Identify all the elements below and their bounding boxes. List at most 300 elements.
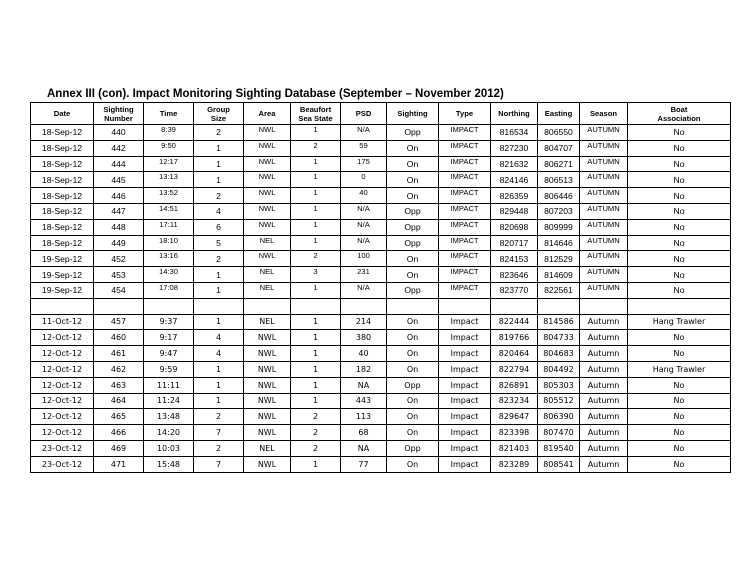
cell-beaufort-sea-state: 2 xyxy=(291,140,341,156)
cell-sighting-number: 454 xyxy=(94,282,144,298)
cell-type: IMPACT xyxy=(439,172,491,188)
cell-time: 9:50 xyxy=(144,140,194,156)
cell-area: NWL xyxy=(244,346,291,362)
cell-sighting: On xyxy=(387,251,439,267)
cell-beaufort-sea-state: 1 xyxy=(291,219,341,235)
cell-group-size: 2 xyxy=(194,188,244,204)
cell-area: NWL xyxy=(244,251,291,267)
header-label: Group xyxy=(207,104,230,114)
cell-sighting: On xyxy=(387,409,439,425)
cell-sighting: Opp xyxy=(387,235,439,251)
cell-date: 19-Sep-12 xyxy=(31,267,94,283)
cell-easting: 804733 xyxy=(538,330,580,346)
header-beaufort-sea-state xyxy=(291,103,341,125)
cell-area: NWL xyxy=(244,409,291,425)
header-label: Time xyxy=(159,109,178,118)
cell-psd: 231 xyxy=(341,267,387,283)
cell-beaufort-sea-state: 1 xyxy=(291,172,341,188)
cell-psd: 182 xyxy=(341,361,387,377)
cell-sighting-number: 453 xyxy=(94,267,144,283)
cell-type: Impact xyxy=(439,314,491,330)
spacer-row xyxy=(31,298,731,314)
cell-group-size: 6 xyxy=(194,219,244,235)
cell-sighting-number: 444 xyxy=(94,156,144,172)
cell-beaufort-sea-state: 1 xyxy=(291,346,341,362)
cell-time: 15:48 xyxy=(144,456,194,472)
sighting-database-table xyxy=(30,102,731,473)
cell-sighting-number: 445 xyxy=(94,172,144,188)
cell-northing: 824146 xyxy=(491,172,538,188)
header-time xyxy=(144,103,194,125)
cell-type: IMPACT xyxy=(439,156,491,172)
header-area xyxy=(244,103,291,125)
cell-season: Autumn xyxy=(580,456,628,472)
cell-easting: 814609 xyxy=(538,267,580,283)
empty-cell xyxy=(387,298,439,314)
cell-group-size: 1 xyxy=(194,140,244,156)
table-row xyxy=(31,440,731,456)
cell-boat-association: No xyxy=(628,456,731,472)
cell-northing: 820717 xyxy=(491,235,538,251)
empty-cell xyxy=(94,298,144,314)
empty-cell xyxy=(244,298,291,314)
table-row xyxy=(31,188,731,204)
cell-date: 12-Oct-12 xyxy=(31,425,94,441)
cell-area: NWL xyxy=(244,456,291,472)
cell-psd: N/A xyxy=(341,203,387,219)
cell-easting: 805303 xyxy=(538,377,580,393)
cell-boat-association: No xyxy=(628,251,731,267)
cell-group-size: 1 xyxy=(194,156,244,172)
cell-area: NWL xyxy=(244,425,291,441)
table-row xyxy=(31,140,731,156)
cell-season: AUTUMN xyxy=(580,125,628,141)
cell-area: NWL xyxy=(244,330,291,346)
cell-area: NEL xyxy=(244,282,291,298)
cell-date: 23-Oct-12 xyxy=(31,440,94,456)
cell-group-size: 1 xyxy=(194,172,244,188)
cell-boat-association: No xyxy=(628,282,731,298)
header-northing xyxy=(491,103,538,125)
cell-group-size: 7 xyxy=(194,456,244,472)
table-row xyxy=(31,219,731,235)
cell-boat-association: No xyxy=(628,425,731,441)
cell-beaufort-sea-state: 1 xyxy=(291,203,341,219)
cell-type: IMPACT xyxy=(439,203,491,219)
cell-psd: 443 xyxy=(341,393,387,409)
cell-boat-association: No xyxy=(628,267,731,283)
cell-date: 12-Oct-12 xyxy=(31,409,94,425)
cell-date: 18-Sep-12 xyxy=(31,140,94,156)
cell-type: Impact xyxy=(439,409,491,425)
cell-time: 11:24 xyxy=(144,393,194,409)
cell-beaufort-sea-state: 1 xyxy=(291,188,341,204)
cell-sighting-number: 447 xyxy=(94,203,144,219)
cell-date: 19-Sep-12 xyxy=(31,251,94,267)
cell-boat-association: No xyxy=(628,235,731,251)
cell-sighting: On xyxy=(387,140,439,156)
cell-boat-association: No xyxy=(628,440,731,456)
empty-cell xyxy=(341,298,387,314)
cell-sighting-number: 462 xyxy=(94,361,144,377)
cell-season: Autumn xyxy=(580,425,628,441)
table-row xyxy=(31,251,731,267)
cell-boat-association: No xyxy=(628,393,731,409)
cell-sighting: Opp xyxy=(387,219,439,235)
table-body xyxy=(31,125,731,473)
table-title: Annex III (con). Impact Monitoring Sighting Database (September – November 2012) xyxy=(47,88,504,100)
cell-season: AUTUMN xyxy=(580,235,628,251)
cell-easting: 804492 xyxy=(538,361,580,377)
cell-time: 14:51 xyxy=(144,203,194,219)
cell-easting: 809999 xyxy=(538,219,580,235)
cell-type: IMPACT xyxy=(439,125,491,141)
cell-psd: N/A xyxy=(341,282,387,298)
cell-northing: 823398 xyxy=(491,425,538,441)
header-label: Date xyxy=(53,109,71,118)
cell-northing: 823770 xyxy=(491,282,538,298)
cell-date: 12-Oct-12 xyxy=(31,346,94,362)
cell-beaufort-sea-state: 1 xyxy=(291,361,341,377)
cell-type: IMPACT xyxy=(439,267,491,283)
cell-area: NWL xyxy=(244,361,291,377)
header-psd xyxy=(341,103,387,125)
cell-time: 11:11 xyxy=(144,377,194,393)
cell-psd: NA xyxy=(341,440,387,456)
cell-sighting: Opp xyxy=(387,125,439,141)
cell-season: AUTUMN xyxy=(580,156,628,172)
cell-northing: 829647 xyxy=(491,409,538,425)
cell-easting: 819540 xyxy=(538,440,580,456)
cell-area: NWL xyxy=(244,125,291,141)
cell-type: IMPACT xyxy=(439,235,491,251)
cell-easting: 814646 xyxy=(538,235,580,251)
cell-easting: 807470 xyxy=(538,425,580,441)
cell-type: Impact xyxy=(439,346,491,362)
cell-group-size: 7 xyxy=(194,425,244,441)
header-label: Type xyxy=(455,109,474,118)
cell-easting: 806446 xyxy=(538,188,580,204)
cell-psd: 59 xyxy=(341,140,387,156)
cell-area: NEL xyxy=(244,440,291,456)
cell-easting: 808541 xyxy=(538,456,580,472)
cell-area: NWL xyxy=(244,172,291,188)
table-row xyxy=(31,425,731,441)
empty-cell xyxy=(144,298,194,314)
cell-type: IMPACT xyxy=(439,282,491,298)
cell-northing: 822444 xyxy=(491,314,538,330)
cell-beaufort-sea-state: 1 xyxy=(291,282,341,298)
header-label: Number xyxy=(104,113,133,123)
cell-type: IMPACT xyxy=(439,219,491,235)
cell-northing: 826359 xyxy=(491,188,538,204)
cell-type: IMPACT xyxy=(439,140,491,156)
header-row xyxy=(31,103,731,125)
header-label: Sighting xyxy=(103,104,134,114)
cell-group-size: 4 xyxy=(194,346,244,362)
header-label: Area xyxy=(258,109,276,118)
cell-boat-association: No xyxy=(628,346,731,362)
cell-sighting-number: 460 xyxy=(94,330,144,346)
cell-group-size: 1 xyxy=(194,393,244,409)
cell-beaufort-sea-state: 1 xyxy=(291,393,341,409)
cell-date: 18-Sep-12 xyxy=(31,125,94,141)
cell-type: Impact xyxy=(439,330,491,346)
cell-time: 9:59 xyxy=(144,361,194,377)
empty-cell xyxy=(439,298,491,314)
cell-group-size: 2 xyxy=(194,125,244,141)
cell-date: 18-Sep-12 xyxy=(31,219,94,235)
cell-northing: 820698 xyxy=(491,219,538,235)
cell-northing: 827230 xyxy=(491,140,538,156)
cell-time: 13:52 xyxy=(144,188,194,204)
cell-time: 13:48 xyxy=(144,409,194,425)
table-row xyxy=(31,282,731,298)
cell-beaufort-sea-state: 1 xyxy=(291,235,341,251)
cell-season: AUTUMN xyxy=(580,188,628,204)
cell-group-size: 2 xyxy=(194,251,244,267)
cell-boat-association: No xyxy=(628,140,731,156)
table-row xyxy=(31,235,731,251)
cell-date: 12-Oct-12 xyxy=(31,377,94,393)
cell-beaufort-sea-state: 2 xyxy=(291,425,341,441)
header-label: Boat xyxy=(670,104,688,114)
cell-area: NWL xyxy=(244,219,291,235)
header-label: Beaufort xyxy=(299,104,332,114)
cell-northing: 823234 xyxy=(491,393,538,409)
cell-date: 18-Sep-12 xyxy=(31,203,94,219)
cell-season: AUTUMN xyxy=(580,219,628,235)
cell-boat-association: No xyxy=(628,219,731,235)
cell-group-size: 5 xyxy=(194,235,244,251)
cell-beaufort-sea-state: 1 xyxy=(291,125,341,141)
empty-cell xyxy=(580,298,628,314)
cell-type: Impact xyxy=(439,425,491,441)
table-row xyxy=(31,156,731,172)
cell-area: NEL xyxy=(244,314,291,330)
cell-sighting-number: 469 xyxy=(94,440,144,456)
cell-group-size: 1 xyxy=(194,314,244,330)
cell-sighting-number: 466 xyxy=(94,425,144,441)
cell-type: Impact xyxy=(439,361,491,377)
cell-northing: 822794 xyxy=(491,361,538,377)
empty-cell xyxy=(194,298,244,314)
cell-boat-association: No xyxy=(628,409,731,425)
cell-psd: N/A xyxy=(341,125,387,141)
cell-group-size: 1 xyxy=(194,361,244,377)
header-label: Association xyxy=(657,113,701,123)
cell-time: 13:13 xyxy=(144,172,194,188)
cell-date: 18-Sep-12 xyxy=(31,235,94,251)
cell-psd: N/A xyxy=(341,235,387,251)
empty-cell xyxy=(291,298,341,314)
header-sighting xyxy=(387,103,439,125)
empty-cell xyxy=(628,298,731,314)
cell-beaufort-sea-state: 1 xyxy=(291,377,341,393)
cell-northing: 824153 xyxy=(491,251,538,267)
cell-psd: 68 xyxy=(341,425,387,441)
cell-easting: 822561 xyxy=(538,282,580,298)
table-row xyxy=(31,346,731,362)
cell-season: Autumn xyxy=(580,409,628,425)
cell-date: 11-Oct-12 xyxy=(31,314,94,330)
cell-date: 18-Sep-12 xyxy=(31,156,94,172)
cell-date: 23-Oct-12 xyxy=(31,456,94,472)
header-label: Season xyxy=(589,109,617,118)
cell-type: Impact xyxy=(439,377,491,393)
header-easting xyxy=(538,103,580,125)
cell-sighting-number: 440 xyxy=(94,125,144,141)
table-row xyxy=(31,314,731,330)
cell-boat-association: No xyxy=(628,172,731,188)
table-row xyxy=(31,409,731,425)
cell-type: Impact xyxy=(439,440,491,456)
cell-type: IMPACT xyxy=(439,251,491,267)
cell-sighting: On xyxy=(387,361,439,377)
cell-psd: 113 xyxy=(341,409,387,425)
cell-easting: 806550 xyxy=(538,125,580,141)
cell-group-size: 4 xyxy=(194,330,244,346)
cell-sighting-number: 446 xyxy=(94,188,144,204)
cell-area: NWL xyxy=(244,377,291,393)
cell-date: 18-Sep-12 xyxy=(31,188,94,204)
cell-time: 13:16 xyxy=(144,251,194,267)
cell-time: 14:30 xyxy=(144,267,194,283)
cell-sighting-number: 448 xyxy=(94,219,144,235)
cell-sighting: On xyxy=(387,188,439,204)
cell-season: Autumn xyxy=(580,346,628,362)
header-sighting-number xyxy=(94,103,144,125)
cell-northing: 821403 xyxy=(491,440,538,456)
cell-area: NWL xyxy=(244,156,291,172)
cell-easting: 806513 xyxy=(538,172,580,188)
header-group-size xyxy=(194,103,244,125)
table-row xyxy=(31,456,731,472)
cell-beaufort-sea-state: 2 xyxy=(291,440,341,456)
cell-sighting-number: 449 xyxy=(94,235,144,251)
header-boat-association xyxy=(628,103,731,125)
cell-sighting: On xyxy=(387,156,439,172)
cell-beaufort-sea-state: 1 xyxy=(291,314,341,330)
cell-sighting-number: 457 xyxy=(94,314,144,330)
cell-sighting: Opp xyxy=(387,440,439,456)
cell-psd: 380 xyxy=(341,330,387,346)
cell-season: Autumn xyxy=(580,393,628,409)
cell-season: AUTUMN xyxy=(580,251,628,267)
cell-beaufort-sea-state: 1 xyxy=(291,330,341,346)
cell-boat-association: No xyxy=(628,156,731,172)
cell-type: IMPACT xyxy=(439,188,491,204)
cell-northing: 823289 xyxy=(491,456,538,472)
cell-boat-association: No xyxy=(628,125,731,141)
cell-time: 17:11 xyxy=(144,219,194,235)
cell-group-size: 2 xyxy=(194,440,244,456)
cell-easting: 806271 xyxy=(538,156,580,172)
cell-time: 9:47 xyxy=(144,346,194,362)
header-label: Sighting xyxy=(397,109,428,118)
cell-boat-association: No xyxy=(628,377,731,393)
header-label: PSD xyxy=(355,109,372,118)
cell-boat-association: Hang Trawler xyxy=(628,361,731,377)
cell-psd: N/A xyxy=(341,219,387,235)
cell-psd: 214 xyxy=(341,314,387,330)
cell-sighting: Opp xyxy=(387,377,439,393)
cell-sighting-number: 452 xyxy=(94,251,144,267)
header-label: Sea State xyxy=(298,113,333,123)
cell-date: 12-Oct-12 xyxy=(31,330,94,346)
empty-cell xyxy=(538,298,580,314)
cell-boat-association: No xyxy=(628,203,731,219)
cell-psd: 0 xyxy=(341,172,387,188)
cell-area: NWL xyxy=(244,140,291,156)
cell-season: Autumn xyxy=(580,361,628,377)
cell-northing: 820464 xyxy=(491,346,538,362)
cell-northing: 816534 xyxy=(491,125,538,141)
cell-group-size: 2 xyxy=(194,409,244,425)
cell-easting: 807203 xyxy=(538,203,580,219)
cell-season: AUTUMN xyxy=(580,172,628,188)
cell-time: 8:39 xyxy=(144,125,194,141)
cell-season: Autumn xyxy=(580,440,628,456)
table-row xyxy=(31,172,731,188)
cell-sighting: On xyxy=(387,172,439,188)
cell-northing: 821632 xyxy=(491,156,538,172)
cell-boat-association: Hang Trawler xyxy=(628,314,731,330)
cell-group-size: 4 xyxy=(194,203,244,219)
cell-time: 14:20 xyxy=(144,425,194,441)
cell-northing: 819766 xyxy=(491,330,538,346)
cell-sighting-number: 471 xyxy=(94,456,144,472)
cell-sighting-number: 464 xyxy=(94,393,144,409)
cell-easting: 804707 xyxy=(538,140,580,156)
cell-time: 9:37 xyxy=(144,314,194,330)
cell-time: 18:10 xyxy=(144,235,194,251)
cell-beaufort-sea-state: 2 xyxy=(291,251,341,267)
table-row xyxy=(31,361,731,377)
cell-area: NWL xyxy=(244,203,291,219)
cell-date: 12-Oct-12 xyxy=(31,393,94,409)
header-label: Size xyxy=(210,113,227,123)
cell-beaufort-sea-state: 1 xyxy=(291,456,341,472)
table-row xyxy=(31,203,731,219)
cell-date: 18-Sep-12 xyxy=(31,172,94,188)
cell-sighting: Opp xyxy=(387,203,439,219)
cell-easting: 806390 xyxy=(538,409,580,425)
cell-area: NWL xyxy=(244,393,291,409)
cell-boat-association: No xyxy=(628,330,731,346)
cell-sighting: On xyxy=(387,346,439,362)
cell-beaufort-sea-state: 2 xyxy=(291,409,341,425)
cell-psd: 40 xyxy=(341,346,387,362)
cell-beaufort-sea-state: 1 xyxy=(291,156,341,172)
cell-psd: NA xyxy=(341,377,387,393)
cell-northing: 823646 xyxy=(491,267,538,283)
cell-sighting-number: 461 xyxy=(94,346,144,362)
empty-cell xyxy=(31,298,94,314)
cell-area: NEL xyxy=(244,267,291,283)
cell-sighting-number: 465 xyxy=(94,409,144,425)
table-row xyxy=(31,393,731,409)
cell-group-size: 1 xyxy=(194,377,244,393)
cell-group-size: 1 xyxy=(194,282,244,298)
cell-season: AUTUMN xyxy=(580,267,628,283)
cell-time: 12:17 xyxy=(144,156,194,172)
header-type xyxy=(439,103,491,125)
cell-psd: 100 xyxy=(341,251,387,267)
cell-northing: 826891 xyxy=(491,377,538,393)
cell-sighting: On xyxy=(387,267,439,283)
cell-sighting: On xyxy=(387,425,439,441)
